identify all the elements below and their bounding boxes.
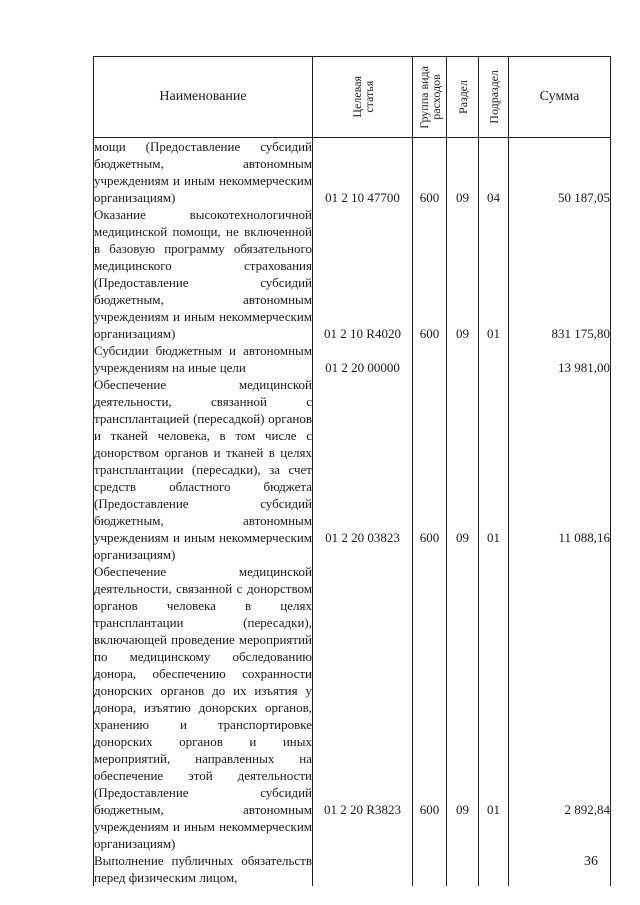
row-section: 09 <box>447 563 479 852</box>
row-expense-group: 600 <box>413 563 447 852</box>
row-name: Обеспечение медицинской деятельности, связанной с донорством органов человека в целях трансплантации (пересадки), включающей проведение мероприятий по медицинскому обследованию донора, обеспечению сохранности донорских органов до их изъятия у донора, изъятию донорских органов, хранению и транспортировке донорских органов и иных мероприятий, направленных на обеспечение этой деятельности (Предоставление субсидий бюджетным, автономным учреждениям и иным некоммерческим организациям) <box>94 564 312 851</box>
row-target-article: 01 2 20 R3823 <box>313 563 413 852</box>
header-target-article: Целевая статья <box>313 57 413 138</box>
row-name: мощи (Предоставление субсидий бюджетным, автономным учреждениям и иным некоммерческим организациям) <box>94 139 312 205</box>
header-section: Раздел <box>447 57 479 138</box>
row-name: Субсидии бюджетным и автономным учреждениям на иные цели <box>94 343 312 375</box>
row-target-article: 01 2 10 47700 <box>313 138 413 207</box>
row-target-article: 01 2 20 03823 <box>313 376 413 563</box>
row-sum: 831 175,80 <box>509 206 611 342</box>
row-subsection: 01 <box>479 376 509 563</box>
row-subsection <box>479 342 509 376</box>
row-name: Оказание высокотехнологичной медицинской помощи, не включенной в базовую программу обязательного медицинского страхования (Предоставление субсидий бюджетным, автономным учреждениям и иным некоммерческим организациям) <box>94 207 312 341</box>
row-name: Выполнение публичных обязательств перед физическим лицом, <box>94 853 312 885</box>
row-target-article <box>313 852 413 886</box>
row-sum: 50 187,05 <box>509 138 611 207</box>
row-section: 09 <box>447 376 479 563</box>
row-expense-group: 600 <box>413 138 447 207</box>
row-name: Обеспечение медицинской деятельности, связанной с трансплантацией (пересадкой) органов и тканей человека, в том числе с донорством органов и тканей в целях трансплантации (пересадки), за счет средств областного бюджета (Предоставление субсидий бюджетным, автономным учреждениям и иным некоммерческим организациям) <box>94 377 312 562</box>
row-subsection: 04 <box>479 138 509 207</box>
row-section <box>447 852 479 886</box>
row-subsection <box>479 852 509 886</box>
row-subsection: 01 <box>479 563 509 852</box>
table-row <box>94 138 611 207</box>
page-number: 36 <box>584 854 598 869</box>
row-sum: 2 892,84 <box>509 563 611 852</box>
header-name: Наименование <box>94 57 313 138</box>
row-section: 09 <box>447 138 479 207</box>
table-row <box>94 852 611 886</box>
table-row <box>94 563 611 852</box>
header-sum: Сумма <box>509 57 611 138</box>
table-header-row <box>94 57 611 138</box>
row-sum: 11 088,16 <box>509 376 611 563</box>
row-section: 09 <box>447 206 479 342</box>
table-row <box>94 376 611 563</box>
row-target-article: 01 2 20 00000 <box>313 342 413 376</box>
table-row <box>94 206 611 342</box>
row-expense-group: 600 <box>413 376 447 563</box>
row-expense-group: 600 <box>413 206 447 342</box>
row-sum: 13 981,00 <box>509 342 611 376</box>
table-row <box>94 342 611 376</box>
header-expense-group: Группа вида расходов <box>413 57 447 138</box>
header-subsection: Подраздел <box>479 57 509 138</box>
row-expense-group <box>413 852 447 886</box>
row-expense-group <box>413 342 447 376</box>
row-section <box>447 342 479 376</box>
row-target-article: 01 2 10 R4020 <box>313 206 413 342</box>
budget-table <box>93 56 611 886</box>
row-subsection: 01 <box>479 206 509 342</box>
